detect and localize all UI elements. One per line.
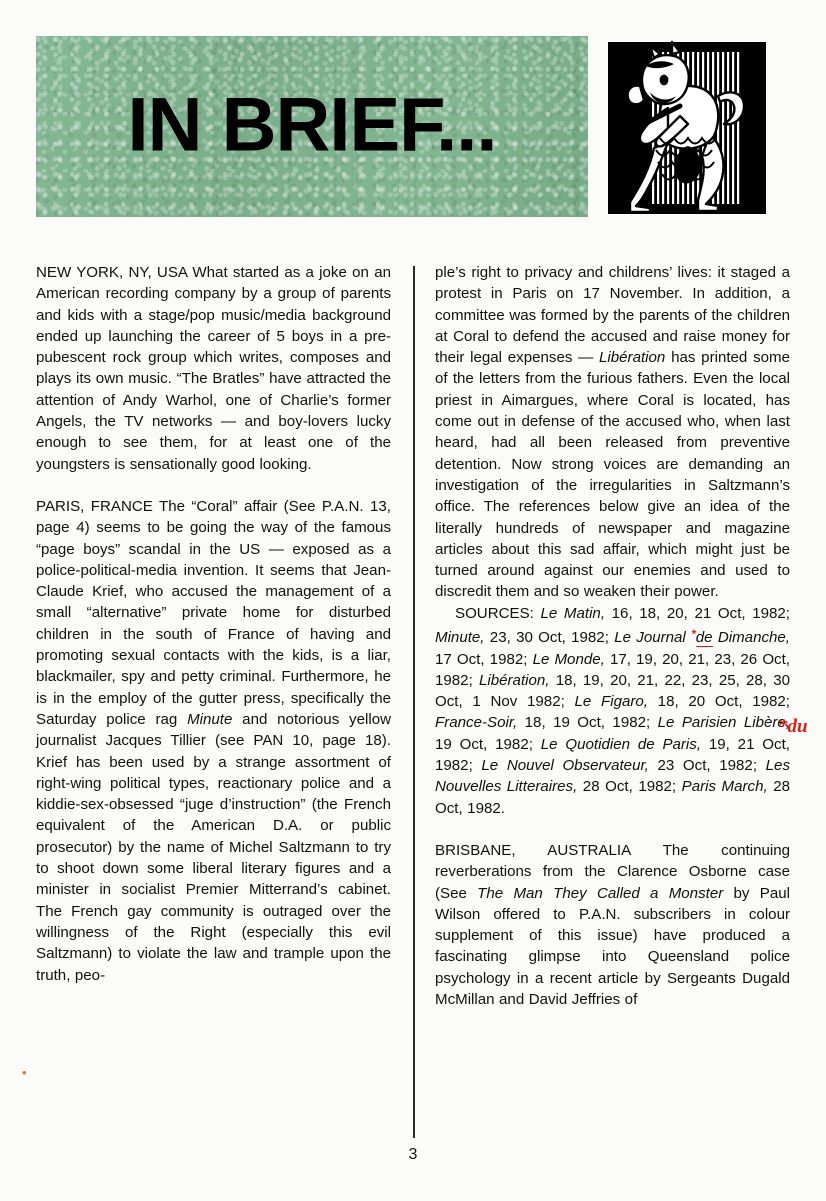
dateline-new-york: NEW YORK, NY, USA xyxy=(36,264,188,281)
masthead xyxy=(36,36,588,217)
publication-name: Le Figaro, xyxy=(574,693,648,711)
publication-dates: 19, 21 Oct, 1982; xyxy=(435,735,790,775)
article-paris xyxy=(36,496,391,986)
article-columns xyxy=(36,262,790,1142)
sources-list xyxy=(435,603,790,819)
publication-dates: 18, 19, 20, 21, 22, 23, 25, 28, 30 Oct, 1 Nov 1982; xyxy=(435,671,790,711)
article-brisbane-part-1: The continuing reverberations from the Clarence Osborne case (See xyxy=(435,841,790,902)
article-paris-cont-part-2: has printed some of the letters from the furious fathers. Even the local priest in Aimargues, where Coral is located, has come out in defense of the accused who, when last heard, had all been released from preventive detention. Now strong voices are demanding an investigation of the irregularities in Saltzmann’s office. The references below give an idea of the literally hundreds of newspaper and magazine articles about this sad affair, which might just be turned around against our enemies and used to discredit them and so weaken their power. xyxy=(435,349,790,601)
publication-name: Le Journal *de Dimanche, xyxy=(614,627,791,647)
publication-minute: Minute xyxy=(187,710,233,728)
publication-name: Paris March, xyxy=(681,778,768,796)
dateline-paris: PARIS, FRANCE xyxy=(36,497,153,515)
publication-dates: 23, 30 Oct, 1982; xyxy=(484,629,615,647)
article-new-york xyxy=(36,262,391,475)
publication-name: Le Quotidien de Paris, xyxy=(540,735,702,753)
publication-dates: 19 Oct, 1982; xyxy=(435,735,541,753)
publication-dates: 28 Oct, 1982. xyxy=(435,778,790,817)
article-paris-continued xyxy=(435,262,790,603)
red-underline-mark: de xyxy=(695,629,713,647)
article-new-york-body: What started as a joke on an American recording company by a group of parents and kids with a stage/pop music/media background ended up launching the career of 5 boys in a pre-pubescent rock group which writes, composes and plays its own music. “The Bratles” have attracted the attention of Andy Warhol, one of Charlie’s former Angels, the TV networks — and boy-lovers lucky enough to see them, for at least one of the youngsters is sensationally good looking. xyxy=(36,264,391,473)
article-brisbane-part-2: by Paul Wilson offered to P.A.N. subscribers in colour supplement of this issue) have produced a fascinating glimpse into Queensland police psychology in a recent article by Sergeants Dugald McMillan and David Jeffries of xyxy=(435,884,790,1008)
book-title-the-man-they-called-a-monster: The Man They Called a Monster xyxy=(477,884,724,902)
publication-name: Minute, xyxy=(435,629,485,647)
publication-name: Le Parisien Libère, xyxy=(657,714,790,732)
publication-name: Le Nouvel Observateur, xyxy=(481,757,649,775)
margin-tick-mark: • xyxy=(22,1065,27,1080)
article-brisbane xyxy=(435,840,790,1010)
right-column xyxy=(435,262,790,1010)
left-column xyxy=(36,262,391,986)
faun-playing-flute-icon xyxy=(606,38,770,218)
publication-name: France-Soir, xyxy=(435,714,518,732)
page-title: IN BRIEF... xyxy=(127,81,497,167)
article-paris-part-1: The “Coral” affair (See P.A.N. 13, page 4) seems to be going the way of the famous “page boys” scandal in the US — exposed as a police-political-media invention. It seems that Jean-Claude Krief, who accused the management of a small “alternative” private home for disturbed children in the south of France of having and promoting sexual contacts with the kids, is a liar, blackmailer, spy and petty criminal. Furthermore, he is in the employ of the gutter press, specifically the Saturday police rag xyxy=(36,497,391,728)
sources-label: SOURCES: xyxy=(455,604,534,622)
column-divider xyxy=(413,266,415,1138)
publication-dates: 16, 18, 20, 21 Oct, 1982; xyxy=(605,604,791,622)
publication-name: Les Nouvelles Litteraires, xyxy=(435,757,790,796)
publication-name: Libération, xyxy=(478,671,550,689)
publication-name: Le Monde, xyxy=(532,650,605,668)
sources-entries xyxy=(435,605,790,817)
publication-name: Le Matin, xyxy=(540,604,606,622)
publication-dates: 18, 20 Oct, 1982; xyxy=(647,693,790,711)
publication-dates: 17 Oct, 1982; xyxy=(435,650,533,668)
article-paris-part-2: and notorious yellow journalist Jacques Tillier (see PAN 10, page 18). Krief has been used by a strange assortment of right-wing political types, reactionary police and a kiddie-sex-obsessed “juge d’instruction” (the French equivalent of the American D.A. or public prosecutor) by the name of Michel Saltzmann to try to shoot down some liberal literary figures and a minister in socialist Premier Mitterrand’s cabinet. The French gay community is outraged over the willingness of the Right (especially this evil Saltzmann) to violate the law and trample upon the truth, peo- xyxy=(36,710,391,984)
publication-dates: 18, 19 Oct, 1982; xyxy=(517,714,658,732)
article-paris-cont-part-1: ple’s right to privacy and childrens’ lives: it staged a protest in Paris on 17 November. In addition, a committee was formed by the parents of the children at Coral to defend the accused and raise money for their legal expenses — xyxy=(435,264,790,367)
publication-liberation: Libération xyxy=(599,349,666,367)
dateline-brisbane: BRISBANE, AUSTRALIA xyxy=(435,841,631,859)
publication-dates: 23 Oct, 1982; xyxy=(648,757,766,775)
publication-dates: 17, 19, 20, 21, 23, 26 Oct, 1982; xyxy=(435,650,790,689)
publication-dates: 28 Oct, 1982; xyxy=(577,778,682,796)
page-number: 3 xyxy=(408,1146,418,1163)
red-asterisk-mark: * xyxy=(691,627,696,642)
margin-correction-du: *du xyxy=(778,716,808,737)
